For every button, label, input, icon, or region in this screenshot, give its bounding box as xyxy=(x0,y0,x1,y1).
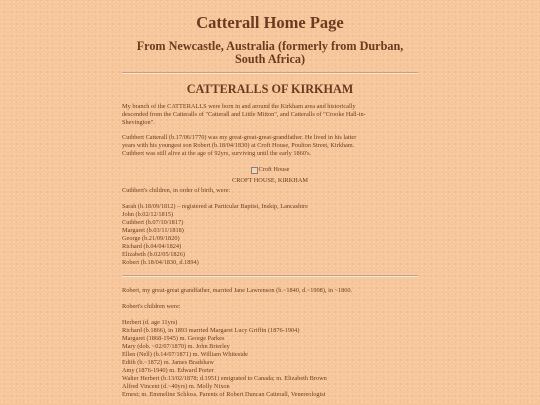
croft-house-image-alt: Croft House xyxy=(258,166,290,173)
croft-house-caption: CROFT HOUSE, KIRKHAM xyxy=(232,176,308,184)
cuthbert-line: years with his youngest son Robert (b.18/04/1830) at Croft House, Poulton Street, Kirkham. xyxy=(122,142,355,149)
divider-top xyxy=(122,72,418,74)
list-item: Ernest; m. Emmeline Schloss. Parents of Robert Duncan Catterall, Venereologist xyxy=(122,391,326,398)
list-item: Robert (b.18/04/1830, d.1894) xyxy=(122,259,199,266)
intro-line: descended from the Catteralls of "Catterall and Little Mitton", and Catteralls of "Crooke Hall-in- xyxy=(122,111,366,118)
page-subtitle xyxy=(120,40,420,66)
cuthbert-paragraph xyxy=(122,134,418,158)
intro-line: My branch of the CATTERALLS were born in and around the Kirkham area and historically xyxy=(122,103,356,110)
children-list xyxy=(122,203,418,267)
croft-house-figure xyxy=(122,166,418,185)
list-item: John (b.02/12/1815) xyxy=(122,211,174,218)
subtitle-line-1: From Newcastle, Australia (formerly from Durban, xyxy=(136,39,404,53)
list-item: Mary (dob. ~02/07/1870) m. John Brierley xyxy=(122,343,230,350)
children-intro: Cuthbert's children, in order of birth, were: xyxy=(122,187,231,194)
list-item: Margaret (1868-1945) m. George Parkes xyxy=(122,335,225,342)
list-item: George (b.21/09/1820) xyxy=(122,235,180,242)
list-item: Sarah (b.18/09/1812) – registered at Particular Baptist, Inskip, Lancashire xyxy=(122,203,308,210)
robert-paragraph: Robert, my great-great grandfather, married Jane Lawrenson (b.~1840, d.~1908), in ~1860. xyxy=(122,287,353,294)
broken-image-icon xyxy=(251,167,258,174)
list-item: Edith (b.~1872) m. James Bradshaw xyxy=(122,359,214,366)
section-heading: CATTERALLS OF KIRKHAM xyxy=(186,82,354,96)
list-item: Amy (1876-1940) m. Edward Porter xyxy=(122,367,214,374)
list-item: Walter Herbert (b.13/02/1878; d.1951) emigrated to Canada; m. Elizabeth Brown xyxy=(122,375,327,382)
list-item: Herbert (d. age 11yrs) xyxy=(122,319,178,326)
divider-middle xyxy=(122,275,418,277)
subtitle-line-2: South Africa) xyxy=(234,52,306,66)
list-item: Alfred Vincent (d.~40yrs) m. Molly Nixon xyxy=(122,383,230,390)
robert-children-intro: Robert's children were: xyxy=(122,303,181,310)
list-item: Elizabeth (b.02/05/1826) xyxy=(122,251,185,258)
robert-children-list xyxy=(122,319,418,399)
list-item: Margaret (b.03/11/1818) xyxy=(122,227,184,234)
list-item: Richard (b.1866), in 1893 married Margaret Lucy Griffin (1876-1904) xyxy=(122,327,300,334)
list-item: Ellen (Nell) (b.14/07/1871) m. William Whiteside xyxy=(122,351,248,358)
cuthbert-line: Cuthbert Catterall (b.17/06/1770) was my great-great-great-grandfather. He lived in his latter xyxy=(122,134,357,141)
list-item: Richard (b.04/04/1824) xyxy=(122,243,182,250)
page-title: Catterall Home Page xyxy=(196,13,344,32)
cuthbert-line: Cuthbert was still alive at the age of 92yrs, surviving until the early 1860's. xyxy=(122,150,312,157)
list-item: Cuthbert (b.07/10/1817) xyxy=(122,219,184,226)
croft-house-image xyxy=(251,166,290,174)
intro-paragraph xyxy=(122,103,418,127)
intro-line: Shevington". xyxy=(122,119,155,126)
